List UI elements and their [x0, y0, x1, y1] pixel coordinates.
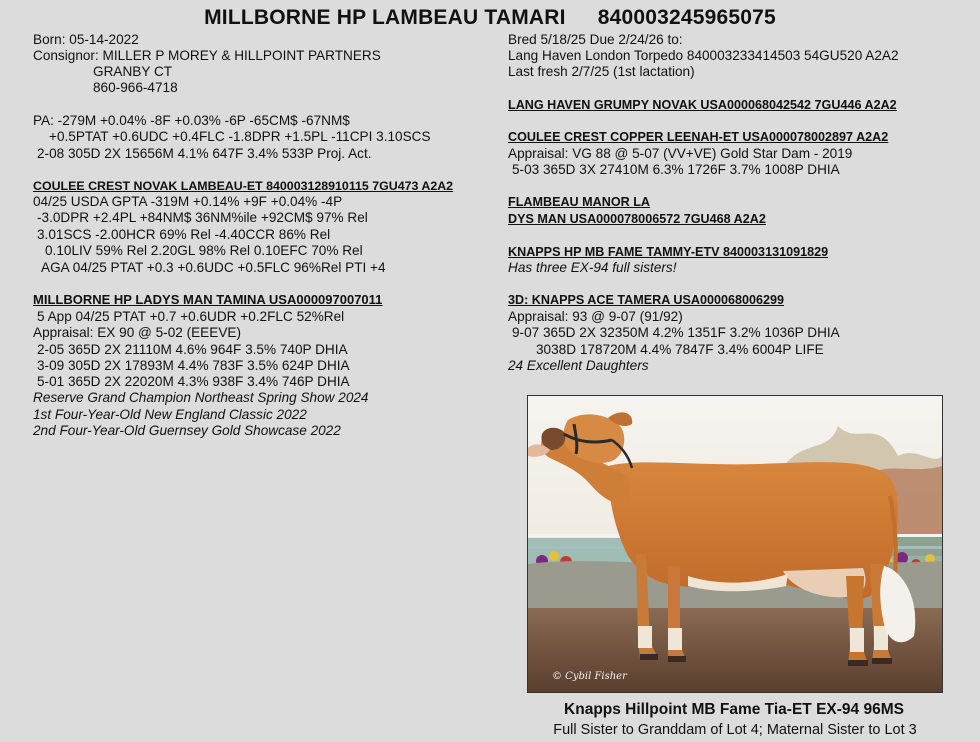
photo-subcaption: Full Sister to Granddam of Lot 4; Maternal Sister to Lot 3	[553, 722, 917, 738]
dam-record-1: 2-05 365D 2X 21110M 4.6% 964F 3.5% 740P DHIA	[37, 342, 348, 357]
photo-caption: Knapps Hillpoint MB Fame Tia-ET EX-94 96MS	[564, 701, 904, 718]
sire-name: COULEE CREST NOVAK LAMBEAU-ET 840003128910115 7GU473 A2A2	[33, 179, 454, 193]
dam-appraisal: Appraisal: EX 90 @ 5-02 (EEEVE)	[33, 325, 241, 340]
sire-dam-appraisal: Appraisal: VG 88 @ 5-07 (VV+VE) Gold Star Dam - 2019	[508, 146, 853, 161]
sire-line-1: 04/25 USDA GPTA -319M +0.14% +9F +0.04% -4P	[33, 194, 343, 209]
dam-record-3: 5-01 365D 2X 22020M 4.3% 938F 3.4% 746P DHIA	[37, 374, 350, 389]
sire-line-3: 3.01SCS -2.00HCR 69% Rel -4.40CCR 86% Rel	[37, 227, 331, 242]
record-line: 2-08 305D 2X 15656M 4.1% 647F 3.4% 533P Proj. Act.	[37, 146, 372, 161]
pa-line-1: PA: -279M +0.04% -8F +0.03% -6P -65CM$ -67NM$	[33, 113, 350, 128]
page-title	[0, 6, 980, 30]
consignor: Consignor: MILLER P MOREY & HILLPOINT PARTNERS	[33, 48, 381, 63]
dam-award-2: 1st Four-Year-Old New England Classic 2022	[33, 407, 307, 422]
sire-dam-record: 5-03 365D 3X 27410M 6.3% 1726F 3.7% 1008P DHIA	[512, 162, 840, 177]
sire-sire-name: LANG HAVEN GRUMPY NOVAK USA000068042542 7GU446 A2A2	[508, 98, 897, 112]
pa-line-2: +0.5PTAT +0.6UDC +0.4FLC -1.8DPR +1.5PL -11CPI 3.10SCS	[49, 129, 431, 144]
dam-sire-name-2: DYS MAN USA000078006572 7GU468 A2A2	[508, 212, 766, 226]
cow-photo	[527, 395, 943, 693]
sire-line-4: 0.10LIV 59% Rel 2.20GL 98% Rel 0.10EFC 70% Rel	[45, 243, 363, 258]
sire-line-2: -3.0DPR +2.4PL +84NM$ 36NM%ile +92CM$ 97% Rel	[37, 210, 368, 225]
dam-name: MILLBORNE HP LADYS MAN TAMINA USA000097007011	[33, 292, 383, 307]
born-date: Born: 05-14-2022	[33, 32, 139, 47]
ggd-lifetime: 3038D 178720M 4.4% 7847F 3.4% 6004P LIFE	[536, 342, 824, 357]
registration-number: 840003245965075	[597, 6, 776, 29]
dam-record-2: 3-09 305D 2X 17893M 4.4% 783F 3.5% 624P DHIA	[37, 358, 350, 373]
animal-name: MILLBORNE HP LAMBEAU TAMARI	[204, 6, 566, 29]
dam-sire-name-1: FLAMBEAU MANOR LA	[508, 195, 651, 209]
dam-award-1: Reserve Grand Champion Northeast Spring Show 2024	[33, 390, 369, 405]
ggd-appraisal: Appraisal: 93 @ 9-07 (91/92)	[508, 309, 683, 324]
consignor-city: GRANBY CT	[93, 64, 173, 79]
sire-line-5: AGA 04/25 PTAT +0.3 +0.6UDC +0.5FLC 96%Rel PTI +4	[41, 260, 386, 275]
last-fresh: Last fresh 2/7/25 (1st lactation)	[508, 64, 695, 79]
great-granddam-name: 3D: KNAPPS ACE TAMERA USA000068006299	[508, 293, 784, 307]
service-sire: Lang Haven London Torpedo 840003233414503 54GU520 A2A2	[508, 48, 899, 63]
photo-credit: © Cybil Fisher	[552, 671, 627, 682]
sire-dam-name: COULEE CREST COPPER LEENAH-ET USA000078002897 A2A2	[508, 130, 889, 144]
granddam-note: Has three EX-94 full sisters!	[508, 260, 677, 275]
ggd-record: 9-07 365D 2X 32350M 4.2% 1351F 3.2% 1036P DHIA	[512, 325, 840, 340]
consignor-phone: 860-966-4718	[93, 80, 178, 95]
granddam-name: KNAPPS HP MB FAME TAMMY-ETV 840003131091829	[508, 245, 829, 259]
ggd-daughters: 24 Excellent Daughters	[508, 358, 649, 373]
bred-info: Bred 5/18/25 Due 2/24/26 to:	[508, 32, 683, 47]
cow-photo-illustration	[528, 396, 942, 692]
dam-award-3: 2nd Four-Year-Old Guernsey Gold Showcase 2022	[33, 423, 341, 438]
dam-line-1: 5 App 04/25 PTAT +0.7 +0.6UDR +0.2FLC 52%Rel	[37, 309, 345, 324]
